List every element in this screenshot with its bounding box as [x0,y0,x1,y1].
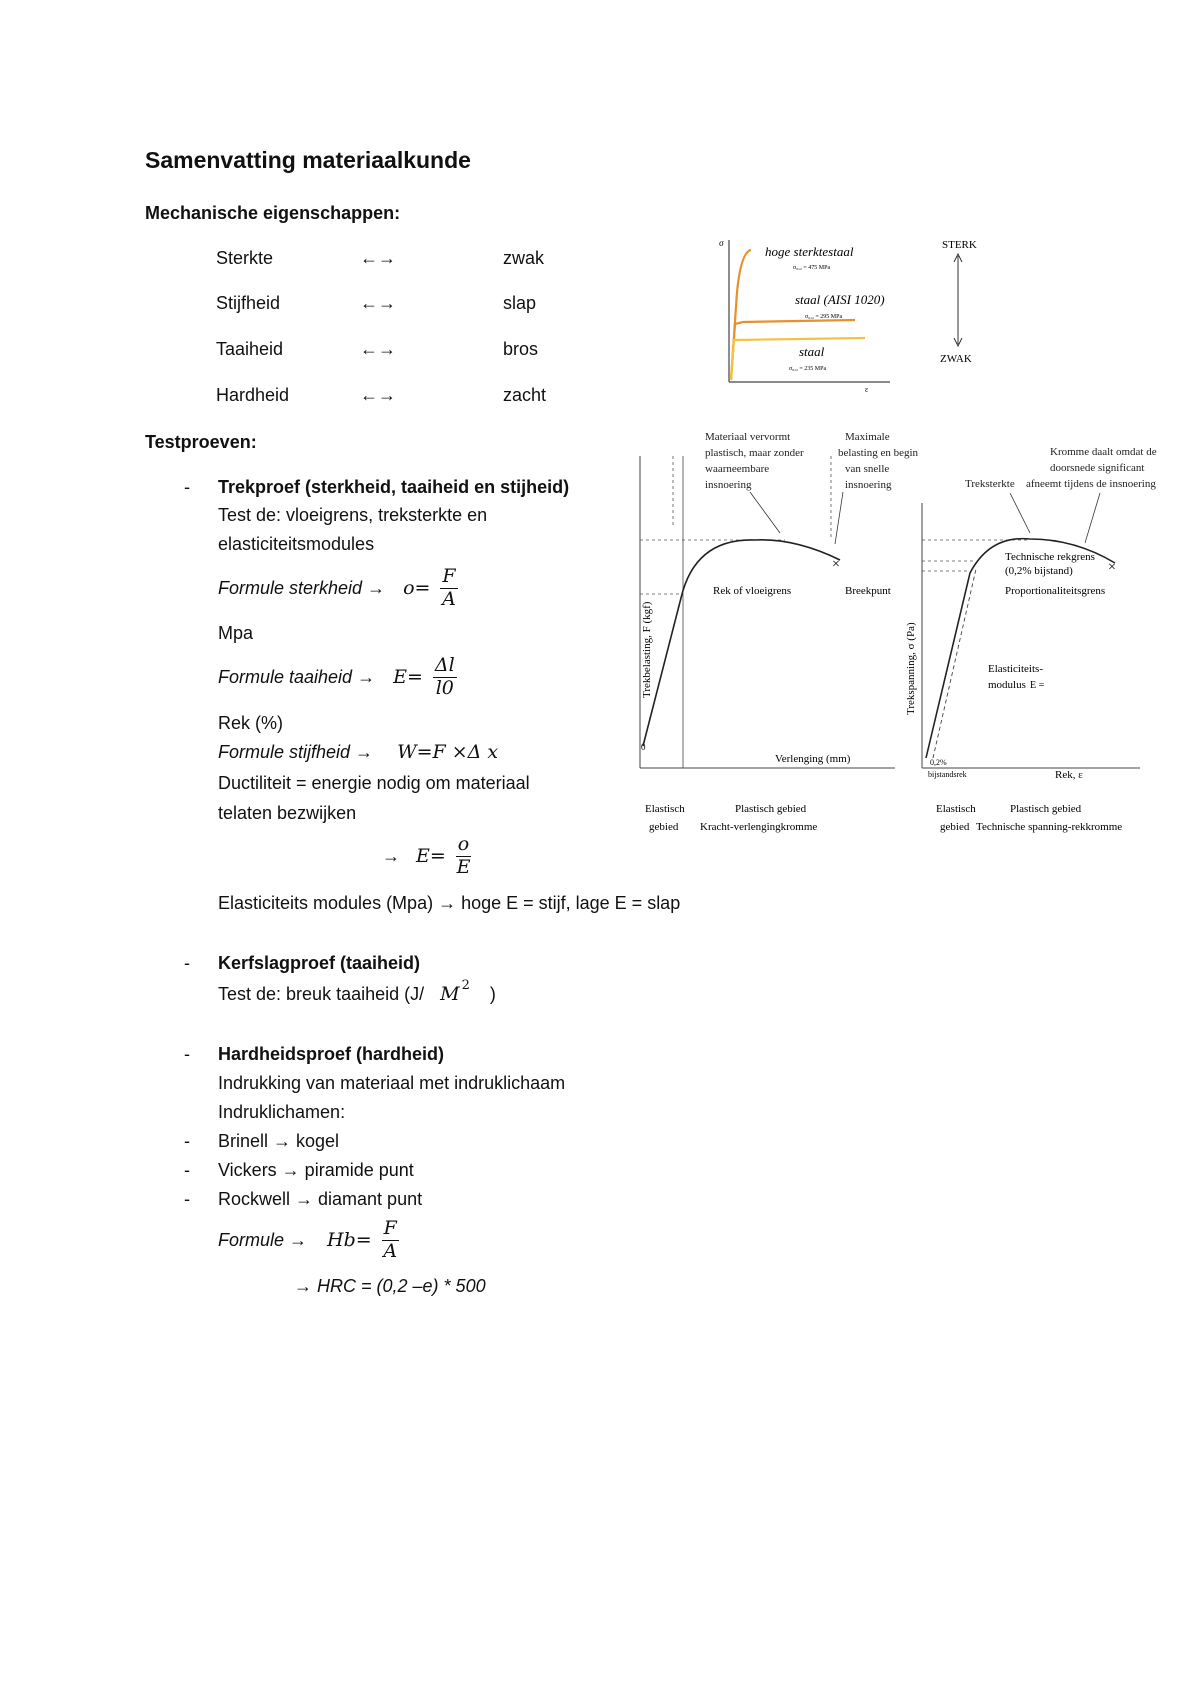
force-curve [643,540,840,746]
numerator: F [442,564,456,587]
bullet-dash: - [184,1131,190,1151]
break-cross-icon: × [832,557,840,572]
formula-label: Formule taaiheid → [218,667,376,687]
exponent: 2 [461,977,470,993]
formula-sterkheid [218,561,458,615]
fraction [456,832,471,878]
bidirectional-arrow-icon: ←→ [360,339,396,359]
prop-left-4: Hardheid [216,385,290,405]
prop-right-2: slap [503,293,537,313]
formula-label: Formule → [218,1230,308,1250]
annotation-line: Materiaal vervormt [705,431,791,443]
y-axis-label: Trekbelasting, F (kgf) [641,601,653,698]
trekproef-title: Trekproef (sterkheid, taaiheid en stijheid) [218,477,570,497]
region-label: Plastisch gebied [1010,803,1082,815]
bidirectional-arrow-icon: ←→ [360,248,396,268]
label-tech-yield: (0,2% bijstand) [1005,565,1073,577]
ductiliteit-line2: telaten bezwijken [218,803,357,823]
unit-rek: Rek (%) [218,713,284,733]
label-yield: Rek of vloeigrens [713,585,792,597]
numerator: Δl [434,653,455,676]
prop-right-4: zacht [503,385,547,405]
formula-taaiheid [218,650,457,704]
formula-label: Formule stijfheid → [218,742,374,762]
y-axis-label: σ [719,238,724,248]
hardheid-title: Hardheidsproef (hardheid) [218,1044,445,1064]
region-label: Technische spanning-rekkromme [976,821,1123,833]
kerfslag-line [218,976,496,1012]
prop-left-1: Sterkte [216,248,274,268]
strength-curves-figure [715,232,895,392]
label-yield-235: σ₀,₂ = 235 MPa [789,366,827,372]
annotation-line: Kromme daalt omdat de [1050,446,1157,458]
formula-elasticiteit [382,828,471,884]
hrc-formula: → HRC = (0,2 –e) * 500 [294,1276,486,1296]
label-modulus: Elasticiteits- [988,663,1043,675]
label-proportional: Proportionaliteitsgrens [1005,585,1106,597]
annotation-line: Maximale [845,431,890,443]
mech-heading: Mechanische eigenschappen: [145,203,401,223]
pointer-line [1010,493,1030,533]
annotation-line: insnoering [705,479,752,491]
label-modulus: modulus [988,679,1026,691]
formula-label: Formule sterkheid → [218,578,386,598]
arrow-icon: → [382,846,400,866]
pointer-line [835,492,843,544]
fraction [382,1216,399,1262]
numerator: F [383,1216,397,1239]
denominator: A [383,1239,398,1262]
annotation-line: insnoering [845,479,892,491]
region-label: Elastisch [936,803,976,815]
bidirectional-arrow-icon: ←→ [360,385,396,405]
annotation-line: belasting en begin [838,447,919,459]
unit-mpa: Mpa [218,623,254,643]
list-item: Rockwell → diamant punt [218,1189,423,1209]
numerator: o [457,832,470,855]
stress-strain-figure [900,443,1180,853]
annotation-line: plastisch, maar zonder [705,447,804,459]
elasticiteit-line: Elasticiteits modules (Mpa) → hoge E = stijf, lage E = slap [218,893,681,913]
bullet-dash: - [184,953,190,973]
label-offset: 0,2% [930,758,947,767]
hardheid-line2: Indruklichamen: [218,1102,346,1122]
label-steel: staal [799,344,825,359]
x-axis-label: ε [865,385,869,394]
curve-steel [731,338,865,380]
tests-heading: Testproeven: [145,432,257,452]
region-label: Kracht-verlengingkromme [700,821,818,833]
page-title: Samenvatting materiaalkunde [145,147,471,173]
denominator: A [442,587,456,610]
label-tech-yield: Technische rekgrens [1005,551,1095,563]
region-label: gebied [940,821,970,833]
close-paren: ) [489,984,496,1004]
curve-high-strength-steel [731,250,751,380]
pointer-line [750,492,780,533]
formula-stijfheid [218,738,498,766]
prop-left-2: Stijfheid [216,293,281,313]
list-item: Vickers → piramide punt [218,1160,414,1180]
offset-line [933,569,976,758]
formula-lhs: o= [403,577,431,599]
annotation-line: waarneembare [705,463,770,475]
label-zwak: ZWAK [940,353,972,365]
region-label: gebied [649,821,679,833]
prop-right-3: bros [503,339,539,359]
x-axis-label: Verlenging (mm) [775,753,851,765]
label-break: Breekpunt [845,585,891,597]
bidirectional-arrow-icon: ←→ [360,293,396,313]
label-sterk: STERK [942,239,977,251]
y-axis-label: Trekspanning, σ (Pa) [905,622,917,715]
annotation-line: doorsnede significant [1050,462,1145,474]
region-label: Elastisch [645,803,685,815]
formula-expr: W=F ×Δ x [397,741,499,763]
hardheid-line1: Indrukking van materiaal met indruklichaam [218,1073,566,1093]
unit-m: M [440,983,460,1005]
label-modulus-formula: E = [1030,680,1045,691]
label-yield-295: σ₀,₂ = 295 MPa [805,314,843,320]
bullet-dash: - [184,1044,190,1064]
annotation-line: afneemt tijdens de insnoering [1026,478,1156,490]
label-yield-475: σ₀,₂ = 475 MPa [793,265,831,271]
bullet-dash: - [184,1189,190,1209]
break-cross-icon: × [1108,560,1116,575]
trekproef-line2: elasticiteitsmodules [218,534,375,554]
trekproef-line1: Test de: vloeigrens, treksterkte en [218,505,488,525]
fraction [440,564,457,610]
formula-lhs: E= [393,666,423,688]
region-label: Plastisch gebied [735,803,807,815]
prop-right-1: zwak [503,248,545,268]
kerfslag-title: Kerfslagproef (taaiheid) [218,953,421,973]
label-tensile-strength: Treksterkte [965,478,1015,490]
formula-hardheid [218,1212,399,1268]
kerfslag-text: Test de: breuk taaiheid (J/ [218,984,425,1004]
pointer-line [1085,493,1100,543]
denominator: l0 [435,676,454,699]
annotation-line: van snelle [845,463,890,475]
prop-left-3: Taaiheid [216,339,284,359]
label-origin: 0 [641,742,646,752]
label-offset: bijstandsrek [928,770,967,779]
list-item: Brinell → kogel [218,1131,340,1151]
ductiliteit-line1: Ductiliteit = energie nodig om materiaal [218,773,530,793]
fraction [433,653,457,699]
denominator: E [456,855,471,878]
bullet-dash: - [184,477,190,497]
label-aisi-steel: staal (AISI 1020) [795,292,885,307]
label-high-strength-steel: hoge sterktestaal [765,244,854,259]
sterk-zwak-scale [940,236,1000,364]
x-axis-label: Rek, ε [1055,769,1083,781]
formula-lhs: Hb= [327,1229,372,1251]
formula-lhs: E= [416,845,446,867]
bullet-dash: - [184,1160,190,1180]
